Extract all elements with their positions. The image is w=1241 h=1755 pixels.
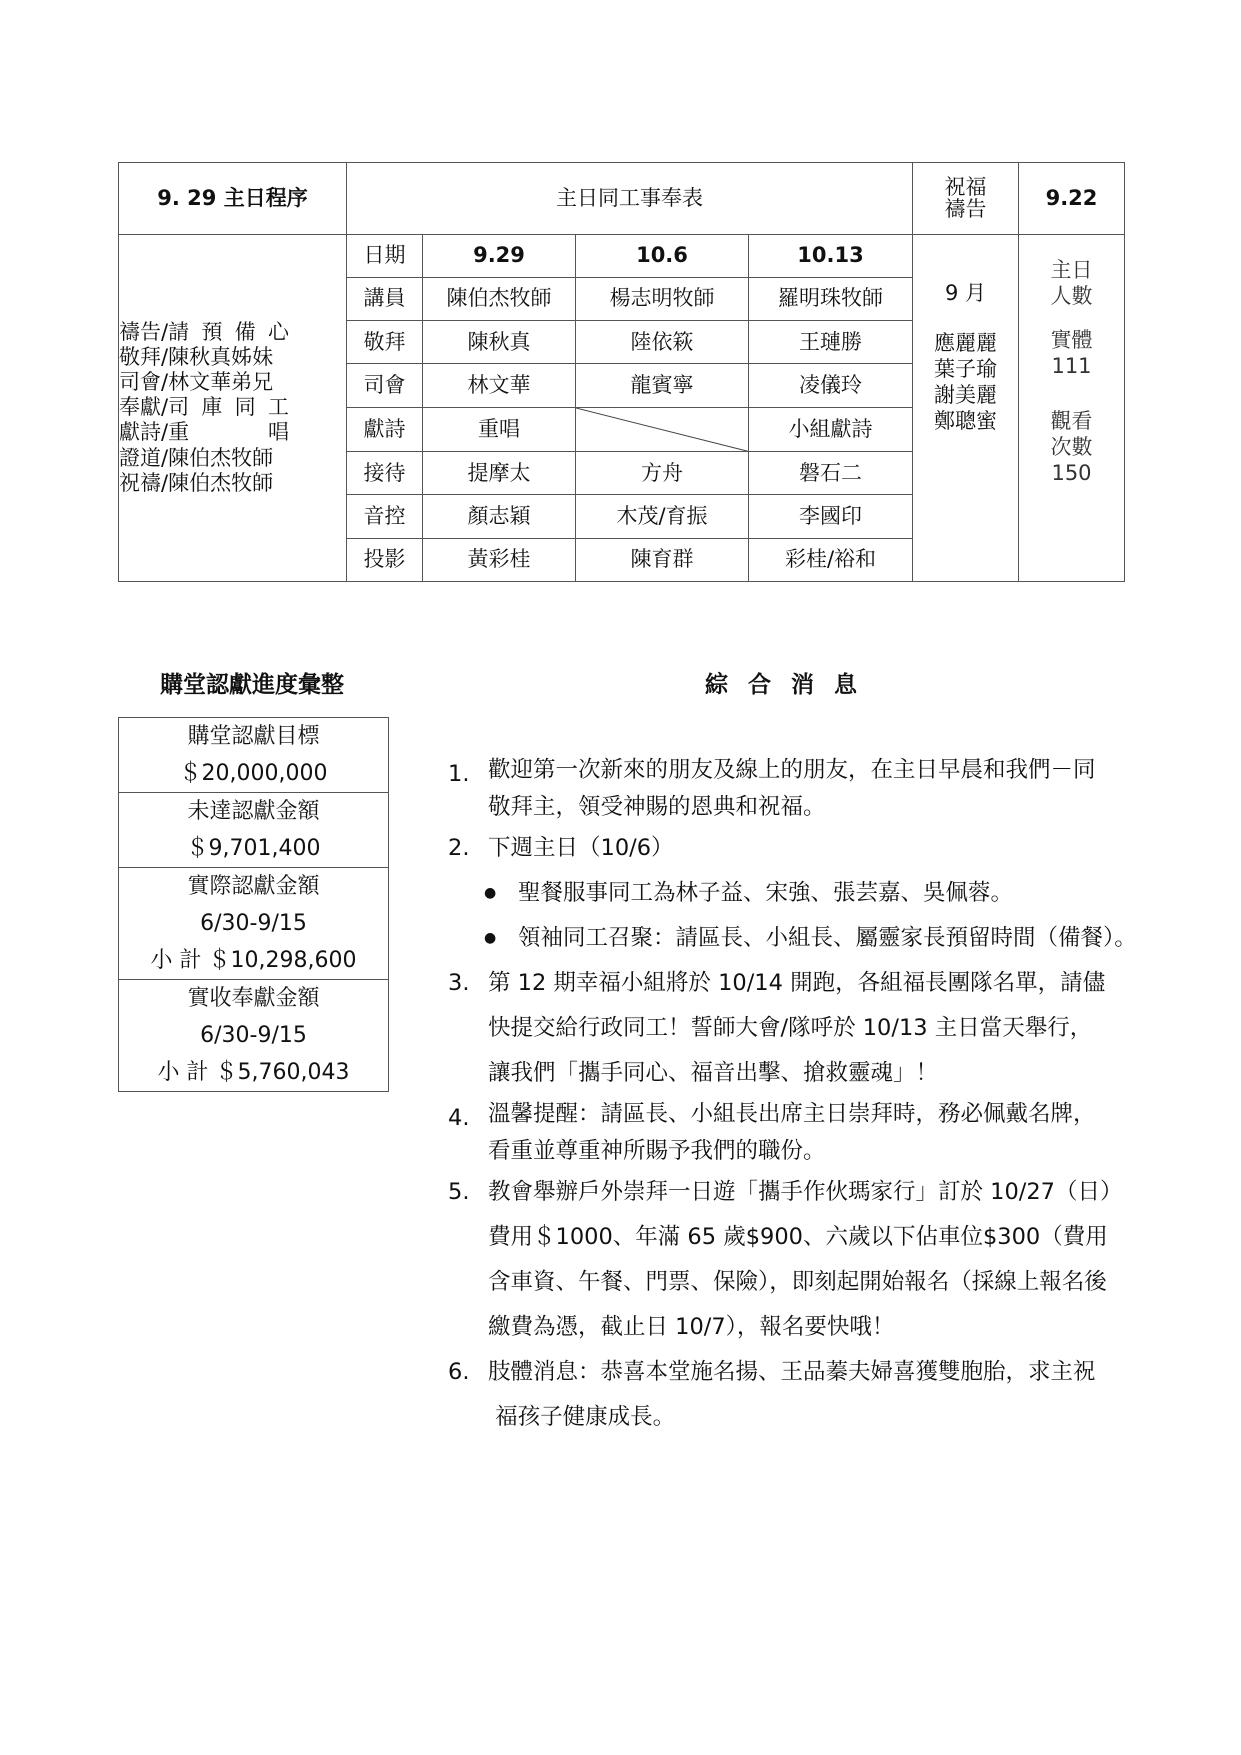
- news-item-number: 6.: [448, 1359, 470, 1385]
- news-item-text: [488, 1350, 1148, 1440]
- news-line: 第 12 期幸福小組將於 10/14 開跑，各組福長團隊名單，請儘: [488, 970, 1106, 996]
- news-item-text: [488, 826, 1148, 871]
- news-line: 看重並尊重神所賜予我們的職份。: [488, 1138, 826, 1164]
- duty-cell: 木茂/育振: [576, 495, 749, 538]
- duty-cell: 陳伯杰牧師: [423, 277, 576, 320]
- prayer-name: 謝美麗: [934, 383, 997, 408]
- news-line: 教會舉辦戶外崇拜一日遊「攜手作伙瑪家行」訂於 10/27（日）: [488, 1179, 1123, 1205]
- role-label: 接待: [347, 452, 423, 495]
- header-date: 日期: [347, 234, 423, 277]
- program-item-char: 庫: [201, 395, 223, 420]
- blessing-prayer-header: 祝福 禱告: [913, 163, 1019, 235]
- program-item-role: 獻詩/: [119, 420, 169, 445]
- duty-cell: 楊志明牧師: [576, 277, 749, 320]
- header-date-1: 9.29: [423, 234, 576, 277]
- physical-count: 111: [1051, 354, 1092, 379]
- news-line: 福孩子健康成長。: [488, 1404, 676, 1430]
- program-item-char: 唱: [268, 420, 289, 445]
- news-bullet-text: 聖餐服事同工為林子益、宋強、張芸嘉、吳佩蓉。: [518, 880, 1014, 906]
- news-item: [448, 1170, 1148, 1350]
- program-item-char: 工: [267, 395, 289, 420]
- bullet-icon: ●: [484, 885, 497, 901]
- program-item: [119, 395, 289, 420]
- duty-cell: 重唱: [423, 407, 576, 451]
- news-line: 快提交給行政同工！誓師大會/隊呼於 10/13 主日當天舉行，: [488, 1015, 1093, 1041]
- news-item-number: 5.: [448, 1179, 470, 1205]
- news-item-number: 1.: [448, 761, 470, 787]
- fund-title: 購堂認獻進度彙整: [160, 672, 344, 698]
- duty-cell: 彩桂/裕和: [749, 538, 913, 581]
- duty-cell: 王璉勝: [749, 321, 913, 364]
- program-item-char: 重: [168, 420, 190, 445]
- program-item: [119, 471, 289, 496]
- duty-cell: 提摩太: [423, 452, 576, 495]
- program-item-role: 司會/: [119, 369, 169, 394]
- program-item-person: [168, 345, 289, 370]
- fund-label: 未達認獻金額: [187, 799, 320, 824]
- news-item-text: [488, 1170, 1148, 1350]
- fund-block-goal: [119, 718, 389, 793]
- prayer-month: 9 月: [944, 280, 987, 305]
- header-date-2: 10.6: [576, 234, 749, 277]
- attendance-stats: [1019, 234, 1125, 582]
- program-item-char: 杰: [210, 470, 232, 495]
- role-label: 敬拜: [347, 321, 423, 364]
- fund-block-pledged: [119, 868, 389, 980]
- news-item: [448, 1350, 1148, 1440]
- news-line: 下週主日（10/6）: [488, 835, 674, 861]
- program-item-role: 奉獻/: [119, 395, 169, 420]
- duty-cell: 陳育群: [576, 538, 749, 581]
- news-line: 讓我們「攜手同心、福音出擊、搶救靈魂」！: [488, 1060, 939, 1086]
- stats-date: 9.22: [1019, 163, 1125, 235]
- prayer-name: 葉子瑜: [934, 356, 997, 381]
- news-item: [448, 1096, 1148, 1170]
- program-item-char: 同: [234, 395, 256, 420]
- program-item: [119, 446, 289, 471]
- duty-cell: 顏志穎: [423, 495, 576, 538]
- fund-label: 實際認獻金額: [187, 874, 320, 899]
- fund-value: ＄20,000,000: [179, 761, 328, 786]
- program-item-char: 心: [267, 319, 289, 344]
- program-item: [119, 345, 289, 370]
- fund-value: 小 計 ＄5,760,043: [157, 1060, 350, 1085]
- news-bullet: [448, 916, 1148, 961]
- role-label: 司會: [347, 364, 423, 407]
- news-bullet: [448, 871, 1148, 916]
- attendance-label: 人數: [1050, 283, 1093, 308]
- role-label: 獻詩: [347, 407, 423, 451]
- news-line: 敬拜主，領受神賜的恩典和祝福。: [488, 794, 826, 820]
- news-line: 肢體消息：恭喜本堂施名揚、王品蓁夫婦喜獲雙胞胎，求主祝: [488, 1359, 1096, 1385]
- news-line: 含車資、午餐、門票、保險），即刻起開始報名（採線上報名後: [488, 1269, 1107, 1295]
- duty-cell: 林文華: [423, 364, 576, 407]
- views-count: 150: [1051, 461, 1092, 485]
- program-item-person: [168, 446, 289, 471]
- role-label: 投影: [347, 538, 423, 581]
- fund-period: 6/30-9/15: [200, 1023, 307, 1048]
- views-label: 觀看: [1050, 408, 1093, 433]
- program-item: [119, 370, 289, 395]
- program-item-person: [168, 395, 289, 420]
- program-item: [119, 420, 289, 445]
- news-item-text: [488, 752, 1148, 826]
- news-line: 繳費為憑，截止日 10/7），報名要快哦！: [488, 1314, 895, 1340]
- program-item-char: 杰: [210, 445, 232, 470]
- news-title: 綜 合 消 息: [705, 672, 864, 698]
- news-item: [448, 752, 1148, 826]
- program-item-char: 備: [234, 319, 256, 344]
- program-item-person: [168, 320, 289, 345]
- duty-cell: 陳秋真: [423, 321, 576, 364]
- program-list: [119, 234, 347, 582]
- role-label: 講員: [347, 277, 423, 320]
- duty-cell: 羅明珠牧師: [749, 277, 913, 320]
- news-line: 費用＄1000、年滿 65 歲$900、六歲以下佔車位$300（費用: [488, 1224, 1108, 1250]
- program-item-role: 祝禱/: [119, 470, 169, 495]
- physical-label: 實體: [1050, 328, 1093, 352]
- fund-value: 小 計 ＄10,298,600: [150, 948, 357, 973]
- role-label: 音控: [347, 495, 423, 538]
- news-line: 溫馨提醒：請區長、小組長出席主日崇拜時，務必佩戴名牌，: [488, 1101, 1096, 1127]
- program-item-char: 司: [168, 395, 190, 420]
- fund-block-remaining: [119, 793, 389, 868]
- news-item: [448, 961, 1148, 1096]
- duty-cell: 李國印: [749, 495, 913, 538]
- program-item-char: 林文華弟兄: [168, 369, 274, 394]
- diagonal-line: [576, 408, 748, 451]
- views-label: 次數: [1050, 434, 1093, 459]
- duty-cell: 龍賓寧: [576, 364, 749, 407]
- news-item-number: 2.: [448, 835, 470, 861]
- program-item-person: [168, 370, 289, 395]
- prayer-name: 鄭聰蜜: [934, 409, 997, 434]
- news-item-text: [488, 961, 1148, 1096]
- program-item-char: 請: [168, 319, 190, 344]
- program-item-char: 牧師: [231, 470, 274, 495]
- news-item-number: 3.: [448, 970, 470, 996]
- news-item: [448, 826, 1148, 871]
- schedule-table: [118, 162, 1125, 582]
- duty-cell: 陸依篍: [576, 321, 749, 364]
- news-bullet-text: 領袖同工召聚：請區長、小組長、屬靈家長預留時間（備餐）。: [518, 925, 1137, 951]
- fund-period: 6/30-9/15: [200, 911, 307, 936]
- program-item-char: 陳秋真姊妹: [168, 344, 274, 369]
- prayer-name: 應麗麗: [934, 330, 997, 355]
- news-list: [448, 752, 1148, 1440]
- duty-cell: 方舟: [576, 452, 749, 495]
- prayer-list: [913, 234, 1019, 582]
- program-item-char: 牧師: [231, 445, 274, 470]
- duty-cell: 磐石二: [749, 452, 913, 495]
- program-title: 9. 29 主日程序: [119, 163, 347, 235]
- program-item-char: 陳伯: [168, 470, 211, 495]
- program-item-person: [168, 471, 289, 496]
- fund-block-received: [119, 980, 389, 1092]
- news-item-number: 4.: [448, 1105, 470, 1131]
- bullet-icon: ●: [484, 930, 497, 946]
- duty-cell: 黃彩桂: [423, 538, 576, 581]
- news-item-text: [488, 1096, 1148, 1170]
- duty-cell: 小組獻詩: [749, 407, 913, 451]
- empty-diagonal-cell: [576, 407, 749, 451]
- fund-label: 購堂認獻目標: [187, 724, 320, 749]
- duty-cell: 凌儀玲: [749, 364, 913, 407]
- program-item-role: 敬拜/: [119, 344, 169, 369]
- header-date-3: 10.13: [749, 234, 913, 277]
- program-item-role: 禱告/: [119, 319, 169, 344]
- program-item: [119, 320, 289, 345]
- program-item-role: 證道/: [119, 445, 169, 470]
- fund-table: [118, 717, 389, 1092]
- program-item-person: [168, 420, 289, 445]
- program-item-char: 預: [201, 319, 223, 344]
- news-line: 歡迎第一次新來的朋友及線上的朋友，在主日早晨和我們－同: [488, 757, 1096, 783]
- fund-value: ＄9,701,400: [186, 836, 321, 861]
- attendance-label: 主日: [1050, 257, 1093, 282]
- duty-title: 主日同工事奉表: [347, 163, 913, 235]
- program-item-char: 陳伯: [168, 445, 211, 470]
- fund-label: 實收奉獻金額: [187, 986, 320, 1011]
